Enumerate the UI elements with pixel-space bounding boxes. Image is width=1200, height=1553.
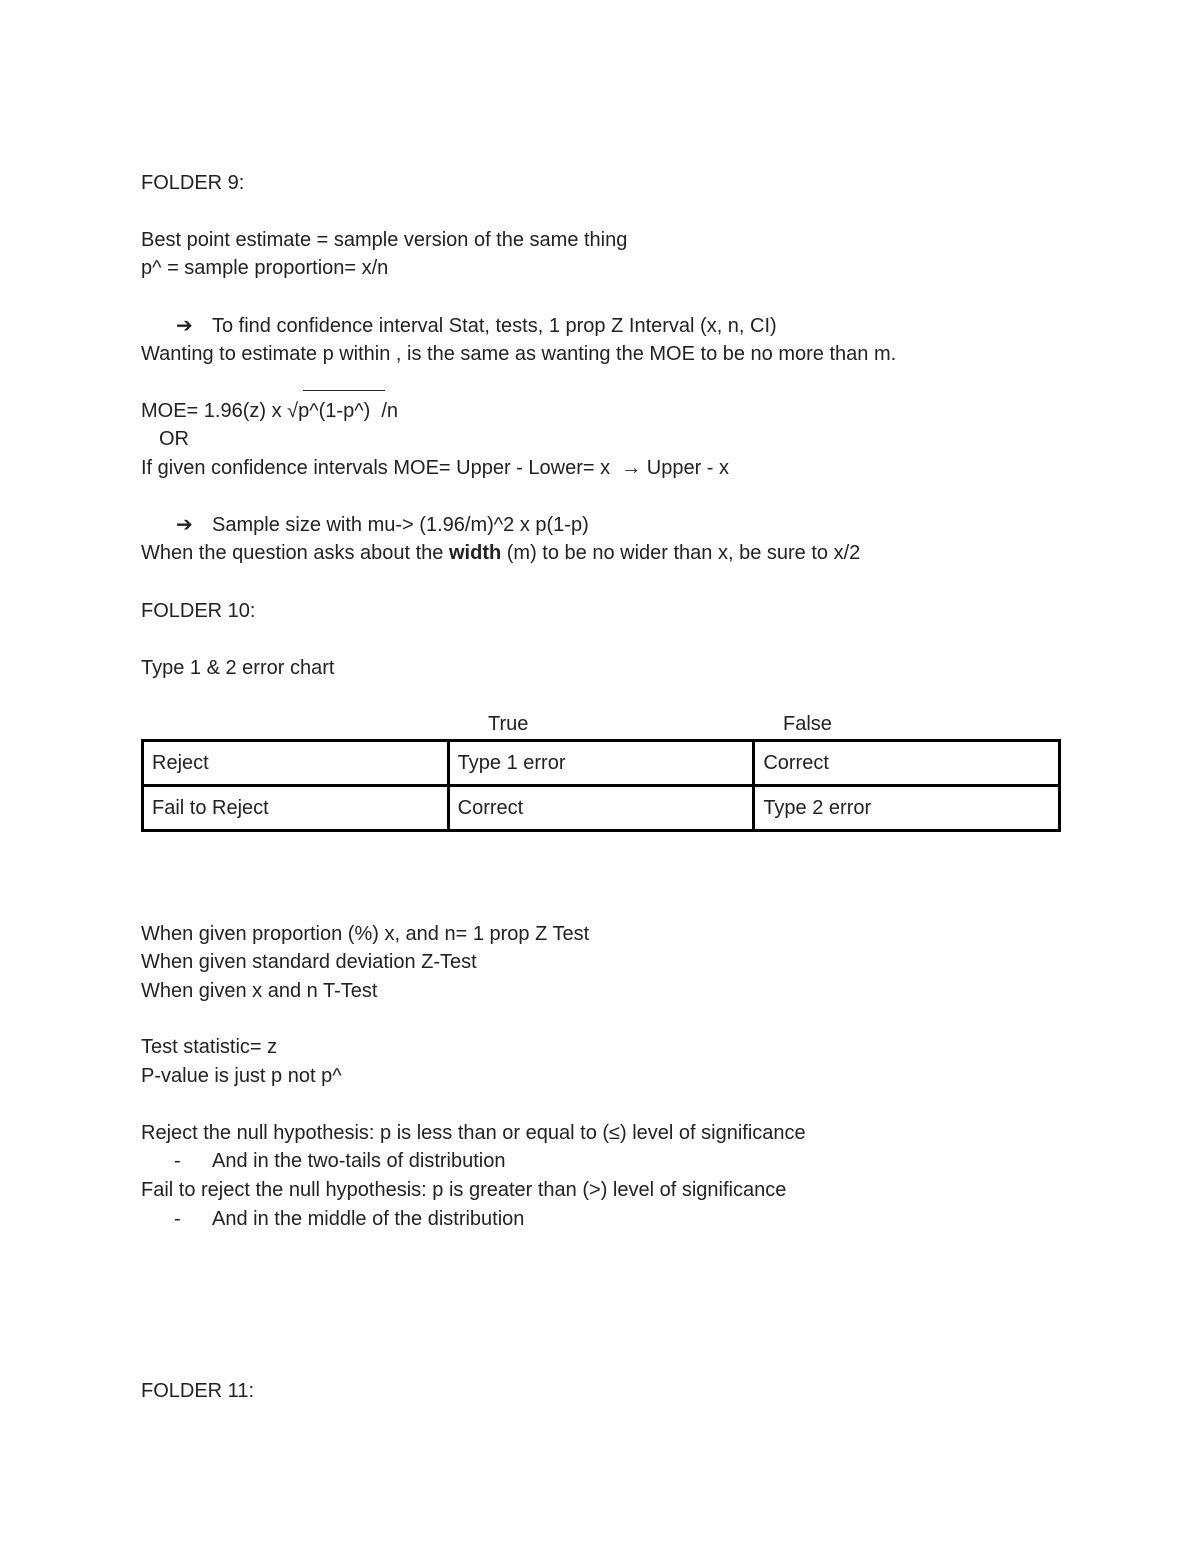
wanting-estimate-line: Wanting to estimate p within , is the same as wanting the MOE to be no more than m. (141, 343, 897, 365)
folder9-heading: FOLDER 9: (141, 172, 245, 194)
radical-overbar (303, 390, 385, 391)
width-line-post: (m) to be no wider than x, be sure to x/2 (501, 542, 861, 564)
sample-proportion-line: p^ = sample proportion= x/n (141, 257, 389, 279)
column-header-false: False (783, 713, 832, 735)
table-cell: Fail to Reject (143, 786, 449, 831)
sample-size-bullet: Sample size with mu-> (1.96/m)^2 x p(1-p) (212, 514, 589, 536)
error-chart-title: Type 1 & 2 error chart (141, 657, 335, 679)
test-statistic-line: Test statistic= z (141, 1036, 278, 1058)
confidence-interval-bullet: To find confidence interval Stat, tests, 1 prop Z Interval (x, n, CI) (212, 315, 777, 337)
or-line: OR (159, 428, 189, 450)
table-cell: Reject (143, 741, 449, 786)
given-ci-line: If given confidence intervals MOE= Upper - Lower= x → Upper - x (141, 457, 730, 479)
folder11-heading: FOLDER 11: (141, 1380, 254, 1402)
dash-bullet-icon: - (174, 1208, 181, 1230)
table-row (143, 741, 1060, 786)
table-cell: Correct (448, 786, 754, 831)
table-cell: Type 1 error (448, 741, 754, 786)
error-chart-table (141, 739, 1061, 832)
dash-bullet-icon: - (174, 1150, 181, 1172)
width-bold-word: width (448, 542, 502, 564)
arrow-bullet-icon: ➔ (176, 315, 193, 337)
moe-formula-line: MOE= 1.96(z) x √p^(1-p^) /n (141, 400, 399, 422)
best-point-estimate-line: Best point estimate = sample version of the same thing (141, 229, 628, 251)
p-value-line: P-value is just p not p^ (141, 1065, 342, 1087)
table-cell: Type 2 error (754, 786, 1060, 831)
reject-sub-bullet: And in the two-tails of distribution (212, 1150, 506, 1172)
proportion-test-line: When given proportion (%) x, and n= 1 prop Z Test (141, 923, 590, 945)
width-line (141, 539, 860, 567)
std-dev-test-line: When given standard deviation Z-Test (141, 951, 477, 973)
table-row (143, 786, 1060, 831)
fail-sub-bullet: And in the middle of the distribution (212, 1208, 525, 1230)
arrow-bullet-icon: ➔ (176, 514, 193, 536)
t-test-line: When given x and n T-Test (141, 980, 378, 1002)
width-line-pre: When the question asks about the (141, 542, 449, 564)
fail-reject-line: Fail to reject the null hypothesis: p is greater than (>) level of significance (141, 1179, 787, 1201)
folder10-heading: FOLDER 10: (141, 600, 256, 622)
table-cell: Correct (754, 741, 1060, 786)
column-header-true: True (488, 713, 529, 735)
reject-null-line: Reject the null hypothesis: p is less than or equal to (≤) level of significance (141, 1122, 806, 1144)
